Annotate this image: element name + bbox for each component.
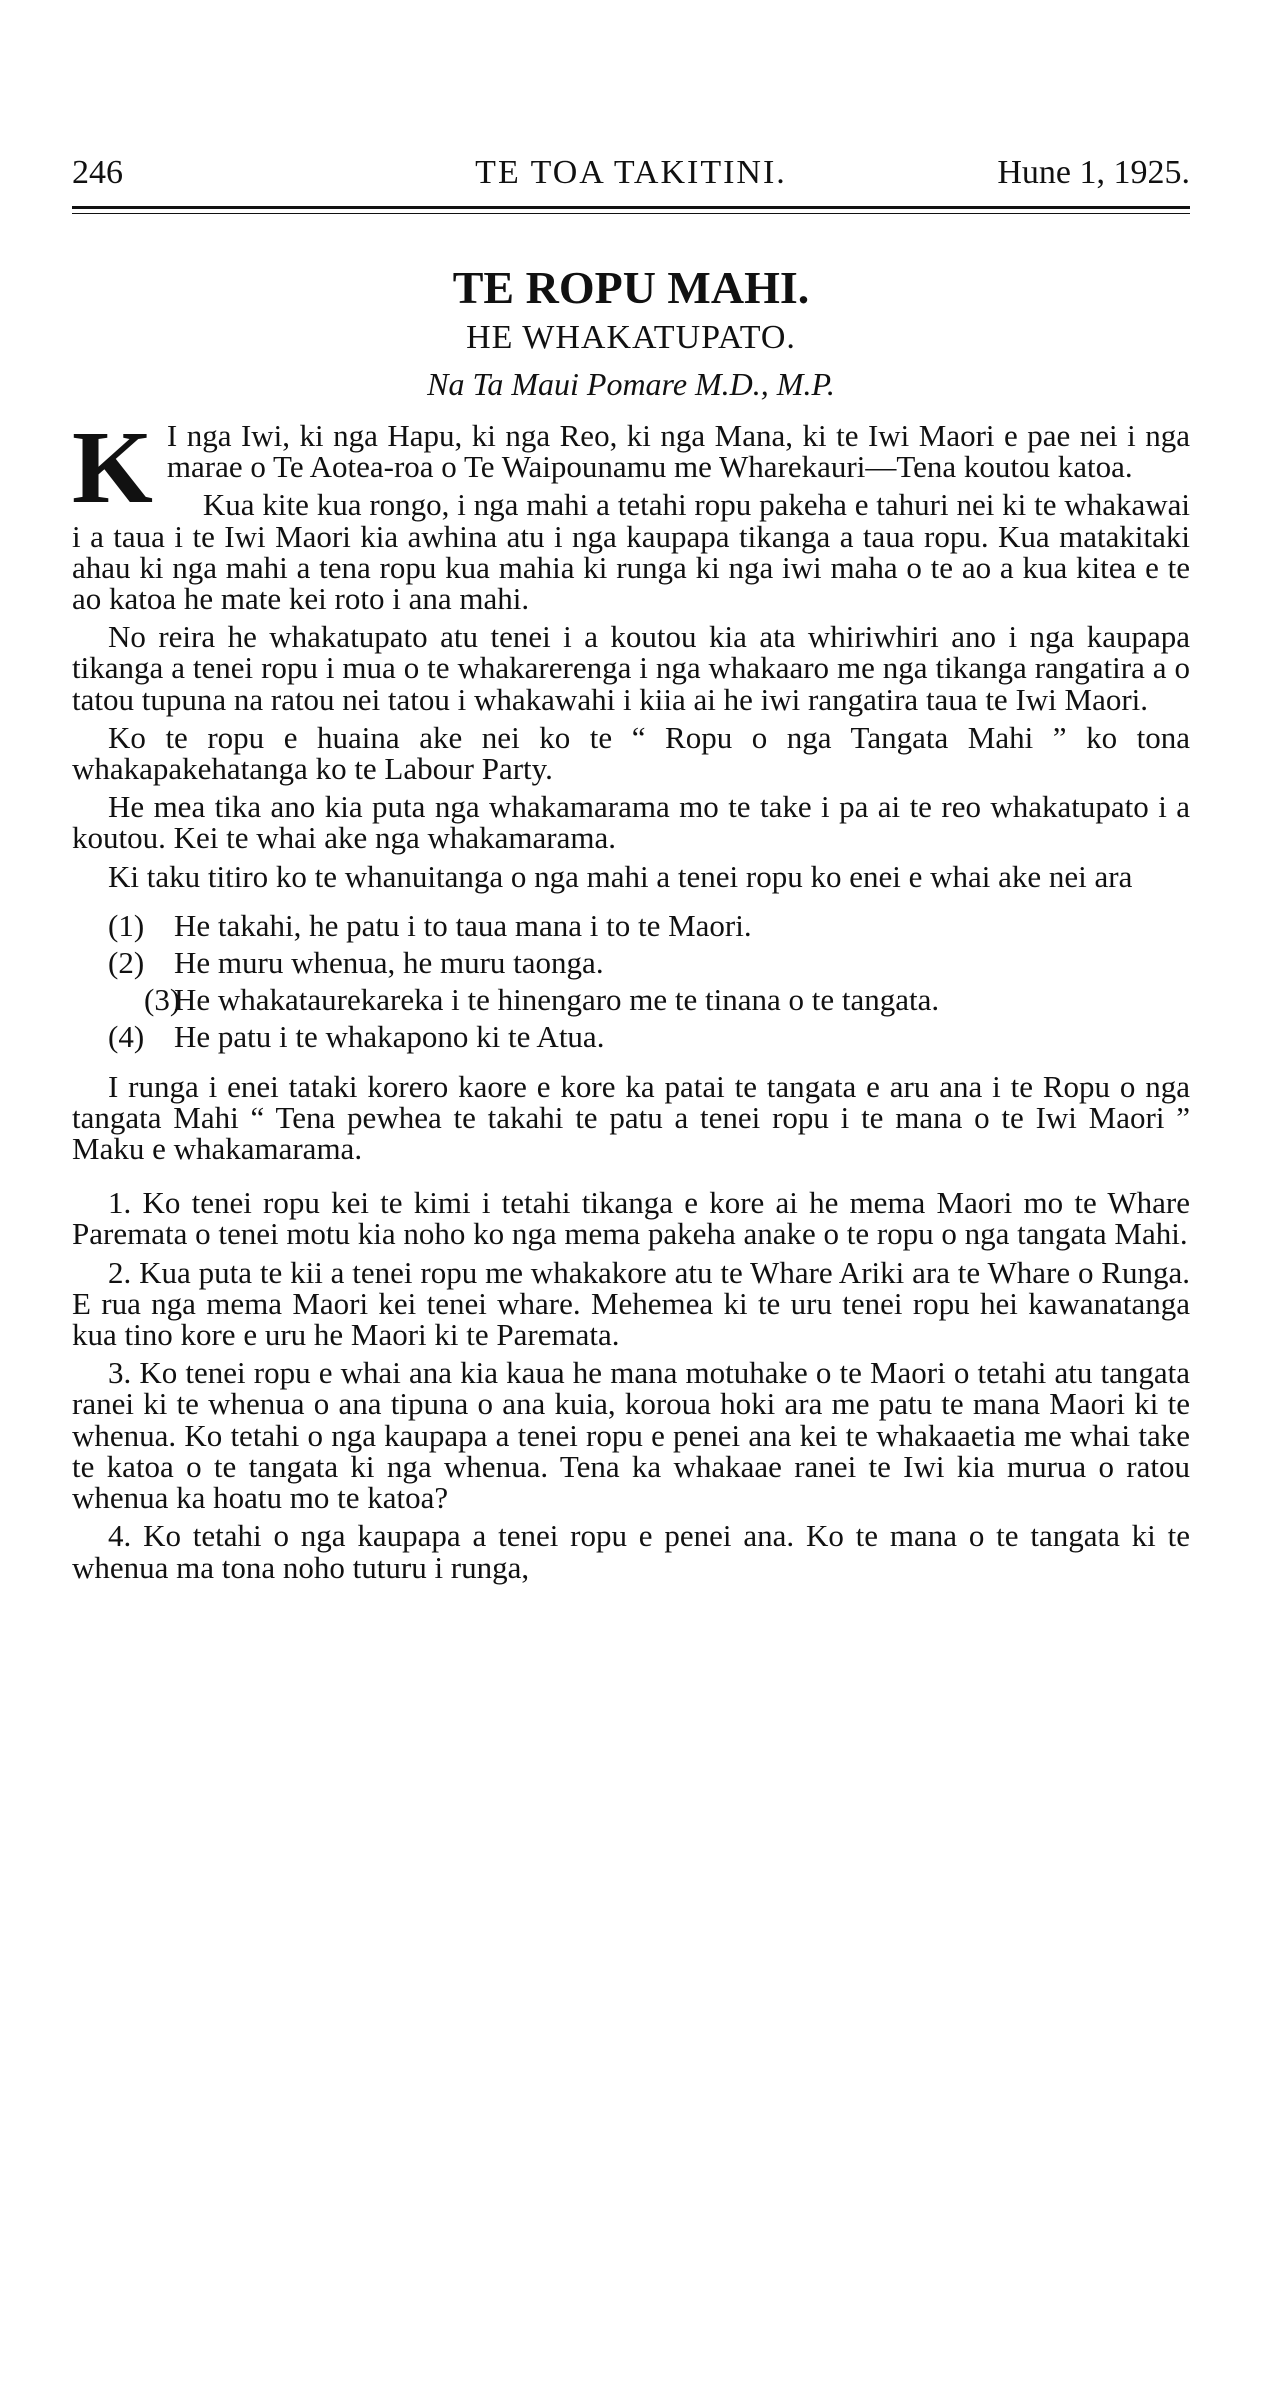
list-item <box>72 907 1190 943</box>
paragraph-text: I nga Iwi, ki nga Hapu, ki nga Reo, ki nga Mana, ki te Iwi Maori e pae nei i nga marae o Te Aotea-roa o Te Waipounamu me Wharekauri—Tena koutou katoa. <box>166 418 1190 485</box>
article-subtitle: HE WHAKATUPATO. <box>466 319 796 356</box>
list-text: He patu i te whakapono ki te Atua. <box>174 1019 605 1055</box>
header-rule-thin <box>72 213 1190 214</box>
page <box>72 150 1190 1590</box>
list-number: (3) <box>144 982 181 1018</box>
paragraph: Ki taku titiro ko te whanuitanga o nga mahi a tenei ropu ko enei e whai ake nei ara <box>108 858 1133 894</box>
harms-list <box>72 907 1190 1055</box>
list-item <box>72 982 1190 1018</box>
numbered-point: 3. Ko tenei ropu e whai ana kia kaua he mana motuhake o te Maori o tetahi atu tangata ranei ki te whenua o ana tipuna o ana kuia, koroua hoki ara me patu te mana Maori ki te whenua. Ko tetahi o nga kaupapa a tenei ropu e penei ana kei te whakaaetia me whai take te katoa o te tangata ki nga whenua. Tena ka whakaae ranei te Iwi kia murua o ratou whenua ka hoatu mo te katoa? <box>72 1355 1190 1516</box>
running-head <box>72 150 1190 196</box>
journal-title: TE TOA TAKITINI. <box>475 154 787 191</box>
list-text: He whakataurekareka i te hinengaro me te tinana o te tangata. <box>174 982 940 1018</box>
numbered-point: 1. Ko tenei ropu kei te kimi i tetahi tikanga e kore ai he mema Maori mo te Whare Paremata o tenei motu kia noho ko nga mema pakeha anake o te ropu o nga tangata Mahi. <box>72 1185 1190 1252</box>
paragraph: No reira he whakatupato atu tenei i a koutou kia ata whiriwhiri ano i nga kaupapa tikanga a tenei ropu i mua o te whakarerenga i nga whakaaro me nga tikanga rangatira a o tatou tupuna na ratou nei tatou i whakawahi i kiia ai he iwi rangatira taua te Iwi Maori. <box>72 619 1190 717</box>
list-number: (4) <box>108 1019 145 1055</box>
list-number: (2) <box>108 945 145 981</box>
list-text: He takahi, he patu i to taua mana i to te Maori. <box>174 907 752 943</box>
paragraph: I runga i enei tataki korero kaore e kore ka patai te tangata e aru ana i te Ropu o nga tangata Mahi “ Tena pewhea te takahi te patu a tenei ropu i te mana o te Iwi Maori ” Maku e whakamarama. <box>72 1068 1190 1167</box>
list-item <box>72 945 1190 981</box>
paragraph: Kua kite kua rongo, i nga mahi a tetahi ropu pakeha e tahuri nei ki te whakawai i a taua i te Iwi Maori kia awhina atu i nga kaupapa tikanga a taua ropu. Kua matakitaki ahau ki nga mahi a tena ropu kua mahia ki runga ki nga iwi maha o te ao a kua kitea e te ao katoa he mate kei roto i ana mahi. <box>72 487 1190 617</box>
paragraph: He mea tika ano kia puta nga whakamarama mo te take i pa ai te reo whakatupato i a koutou. Kei te whai ake nga whakamarama. <box>72 789 1190 856</box>
article-title: TE ROPU MAHI. <box>452 262 810 313</box>
list-item <box>72 1019 1190 1055</box>
paragraph: Ko te ropu e huaina ake nei ko te “ Ropu o nga Tangata Mahi ” ko tona whakapakehatanga ko te Labour Party. <box>72 719 1190 787</box>
list-text: He muru whenua, he muru taonga. <box>174 945 604 981</box>
header-rule <box>72 206 1190 209</box>
opening-paragraph <box>72 410 1190 525</box>
article-author: Na Ta Maui Pomare M.D., M.P. <box>427 366 835 402</box>
article-heading <box>72 260 1190 406</box>
list-number: (1) <box>108 907 145 943</box>
issue-date: Hune 1, 1925. <box>997 154 1190 191</box>
numbered-point: 4. Ko tetahi o nga kaupapa a tenei ropu e penei ana. Ko te mana o te tangata ki te whenua ma tona noho tuturu i runga, <box>72 1518 1190 1585</box>
drop-cap: K <box>72 410 153 525</box>
numbered-point: 2. Kua puta te kii a tenei ropu me whakakore atu te Whare Ariki ara te Whare o Runga. E rua nga mema Maori kei tenei whare. Mehemea ki te uru tenei ropu hei kawanatanga kua tino kore e uru he Maori ki te Paremata. <box>72 1254 1190 1353</box>
article-body <box>72 410 1190 1585</box>
page-number: 246 <box>72 154 123 191</box>
